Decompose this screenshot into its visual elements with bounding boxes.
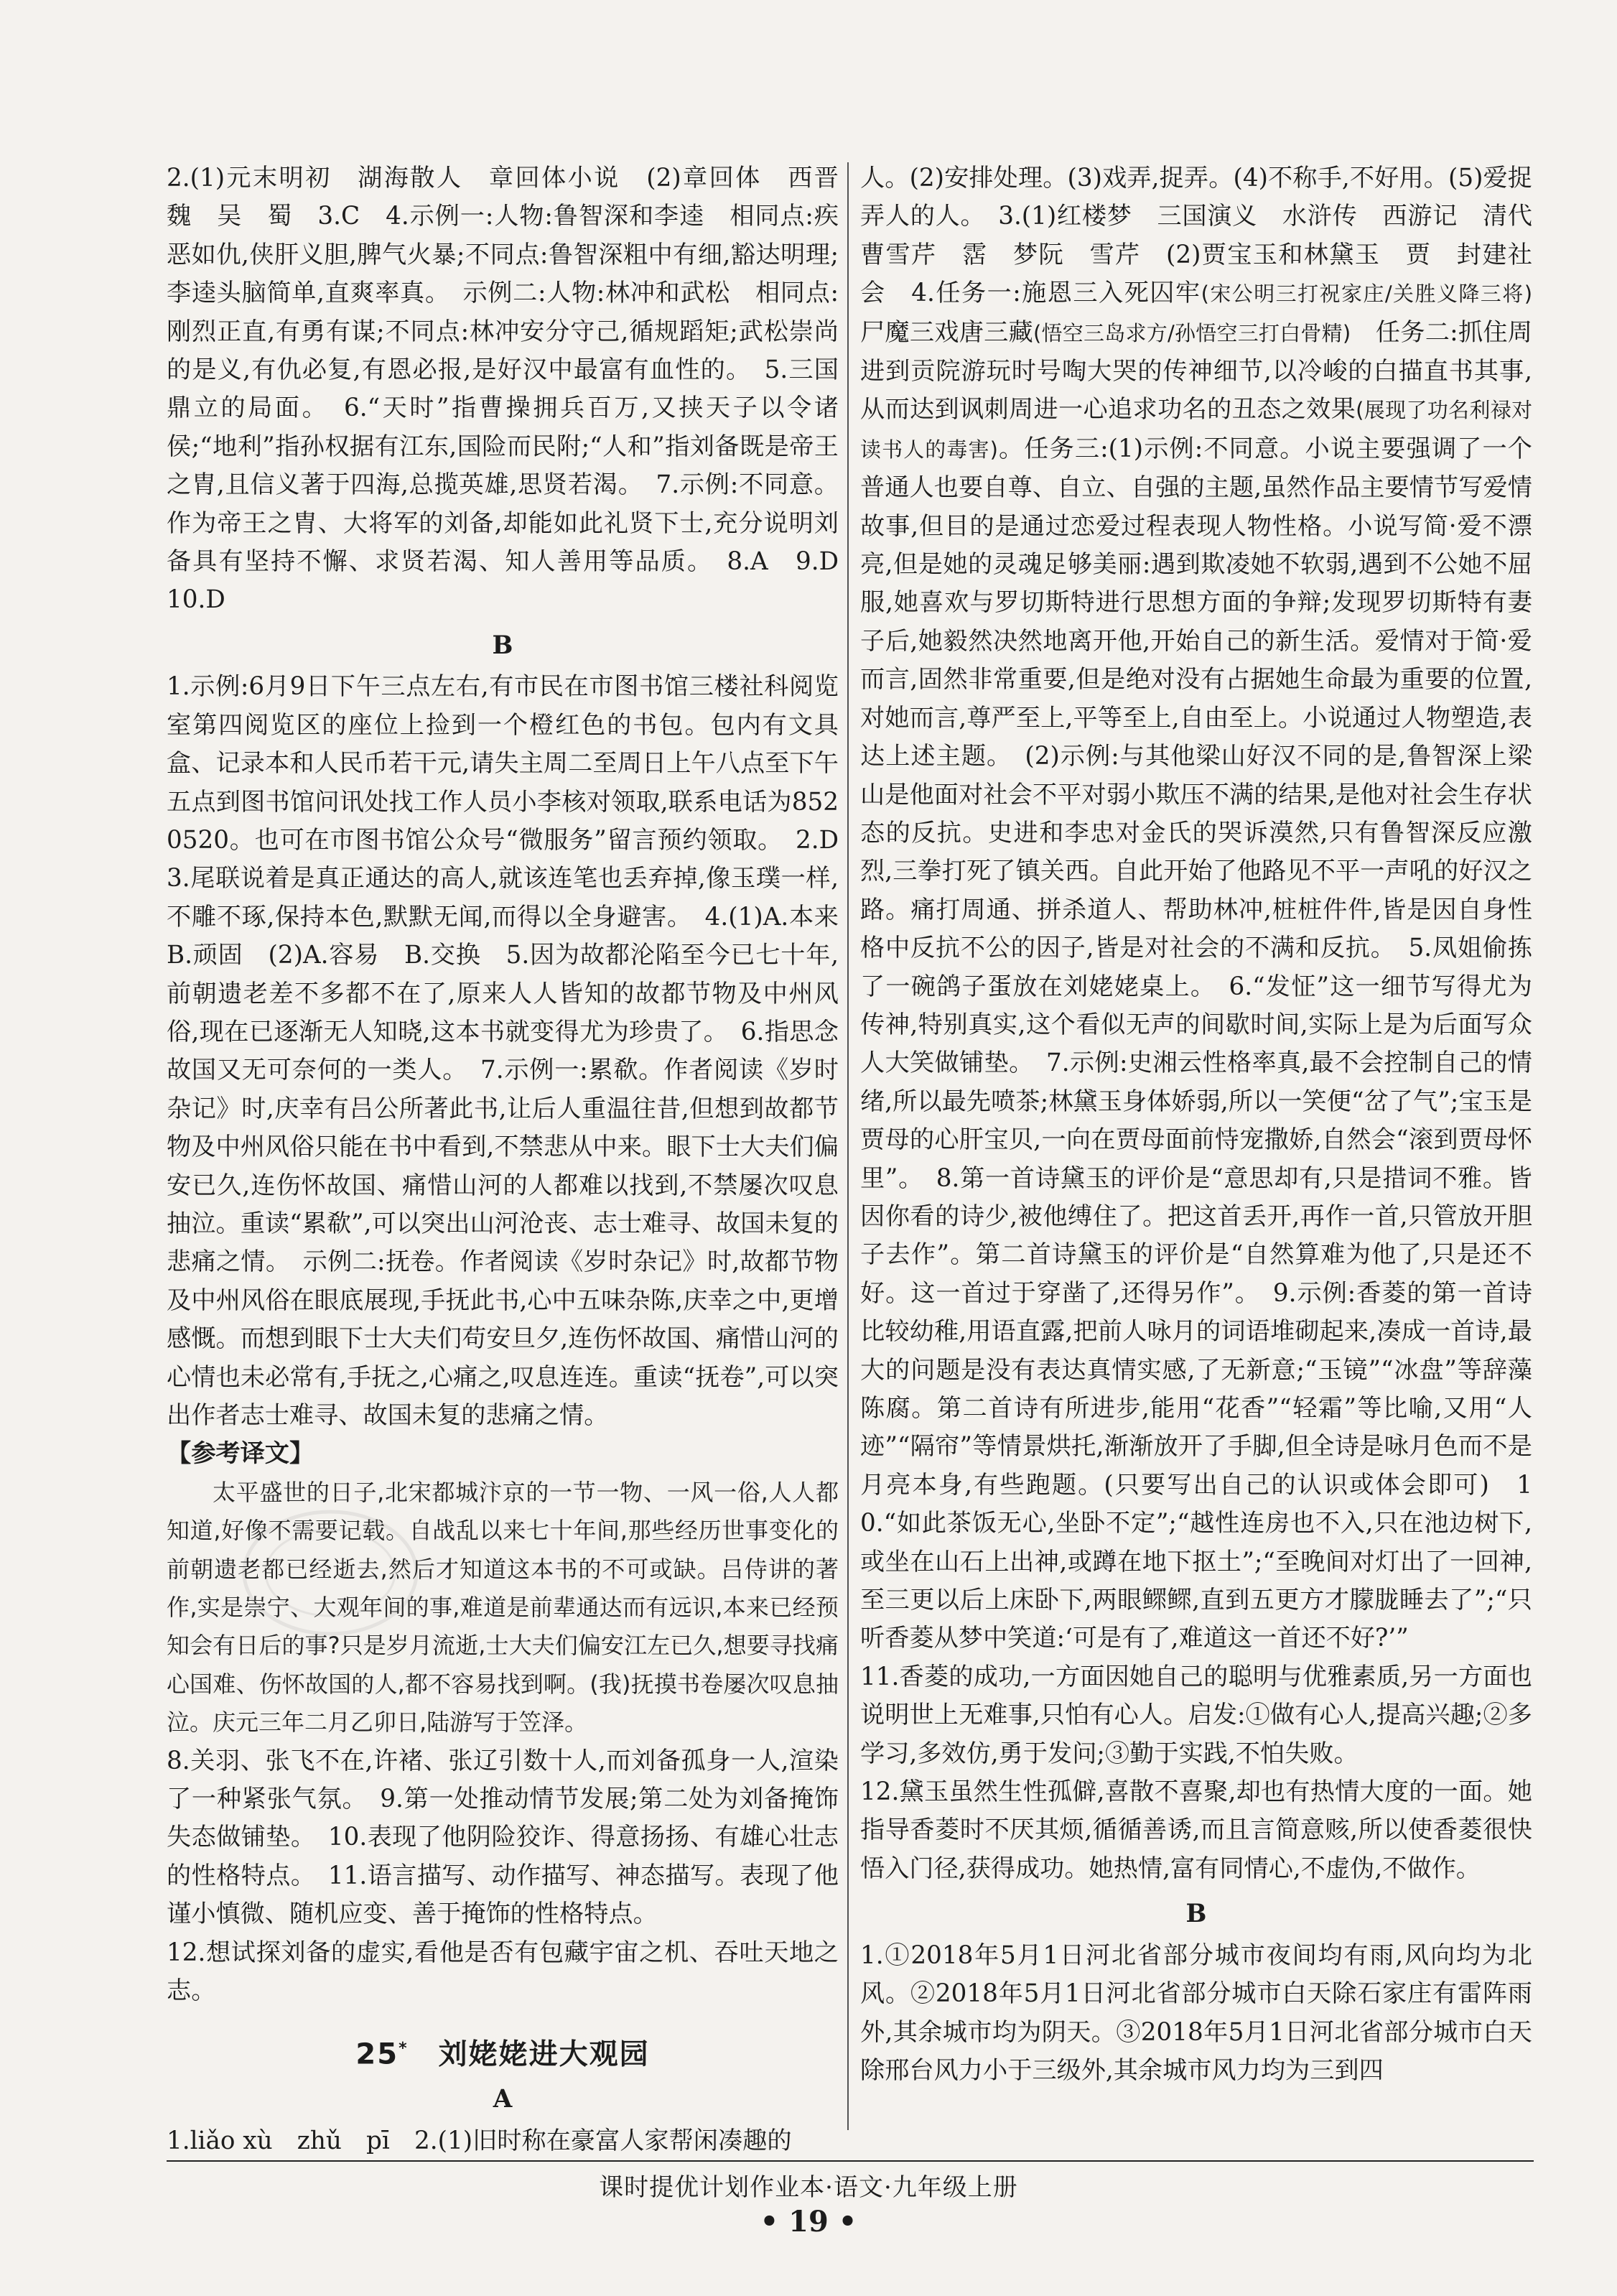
reference-translation: 太平盛世的日子,北宋都城汴京的一节一物、一风一俗,人人都知道,好像不需要记载。自战乱以来七十年间,那些经历世事变化的前朝遗老都已经逝去,然后才知道这本书的不可或缺。吕侍讲的著作,实是崇宁、大观年间的事,难道是前辈通达而有远识,本来已经预知会有日后的事?只是岁月流逝,士大夫们偏安江左已久,想要寻找痛心国难、伤怀故国的人,都不容易找到啊。(我)抚摸书卷屡次叹息抽泣。庆元三年二月乙卯日,陆游写于笠泽。 (167, 1478, 839, 1737)
answer-note: (展现了功名利禄对读书人的毒害) (860, 398, 1532, 462)
answer-block-a: 2.(1)元末明初 湖海散人 章回体小说 (2)章回体 西晋 魏 吴 蜀 3.C 4.示例一:人物:鲁智深和李逵 相同点:疾恶如仇,侠肝义胆,脾气火暴;不同点:鲁智深粗中有细,豁达明理;李逵头脑简单,直爽率真。 示例二:人物:林冲和武松 相同点:刚烈正直,有勇有谋;不同点:林冲安分守己,循规蹈矩;武松崇尚的是义,有仇必复,有恩必报,是好汉中最富有血性的。 5.三国鼎立的局面。 6.“天时”指曹操拥兵百万,又挟天子以令诸侯;“地利”指孙权据有江东,国险而民附;“人和”指刘备既是帝王之胄,且信义著于四海,总揽英雄,思贤若渴。 7.示例:不同意。作为帝王之胄、大将军的刘备,却能如此礼贤下士,充分说明刘备具有坚持不懈、求贤若渴、知人善用等品质。 8.A 9.D 10.D (167, 164, 864, 615)
lesson-number: 25 (355, 2037, 399, 2070)
answer-item-12: 12.想试探刘备的虚实,看他是否有包藏宇宙之机、吞吐天地之志。 (167, 1938, 839, 2006)
lesson-answer-continued (860, 159, 1557, 1658)
reference-translation-heading: 【参考译文】 (167, 1439, 314, 1469)
answer-text: 尸魔三戏唐三藏 (860, 317, 1033, 347)
answer-block-c: 8.关羽、张飞不在,许褚、张辽引数十人,而刘备孤身一人,渲染了一种紧张气氛。 9.第一处推动情节发展;第二处为刘备掩饰失态做铺垫。 10.表现了他阴险狡诈、得意扬扬、有雄心壮志的性格特点。 11.语言描写、动作描写、神态描写。表现了他谨小慎微、随机应变、善于掩饰的性格特点。 (167, 1746, 839, 1929)
lesson-answer-start: 1.liǎo xù zhǔ pī 2.(1)旧时称在豪富人家帮闲凑趣的 (167, 2126, 792, 2155)
left-column (167, 159, 864, 2160)
right-column (860, 159, 1557, 2090)
answer-block-b: 1.示例:6月9日下午三点左右,有市民在市图书馆三楼社科阅览室第四阅览区的座位上捡到一个橙红色的书包。包内有文具盒、记录本和人民币若干元,请失主周二至周日上午八点至下午五点到图书馆问讯处找工作人员小李核对领取,联系电话为8520520。也可在市图书馆公众号“微服务”留言预约领取。 2.D 3.尾联说着是真正通达的高人,就该连笔也丢弃掉,像玉璞一样,不雕不琢,保持本色,默默无闻,而得以全身避害。 4.(1)A.本来 B.顽固 (2)A.容易 B.交换 5.因为故都沦陷至今已七十年,前朝遗老差不多都不在了,原来人人皆知的故都节物及中州风俗,现在已逐渐无人知晓,这本书就变得尤为珍贵了。 6.指思念故国又无可奈何的一类人。 7.示例一:累欷。作者阅读《岁时杂记》时,庆幸有吕公所著此书,让后人重温往昔,但想到故都节物及中州风俗只能在书中看到,不禁悲从中来。眼下士大夫们偏安已久,连伤怀故国、痛惜山河的人都难以找到,不禁屡次叹息抽泣。重读“累欷”,可以突出山河沧丧、志士难寻、故国未复的悲痛之情。 示例二:抚卷。作者阅读《岁时杂记》时,故都节物及中州风俗在眼底展现,手抚此书,心中五味杂陈,庆幸之中,更增感慨。而想到眼下士大夫们苟安旦夕,连伤怀故国、痛惜山河的心情也未必常有,手抚之,心痛之,叹息连连。重读“抚卷”,可以突出作者志士难寻、故国未复的悲痛之情。 (167, 672, 864, 1430)
answer-note: (悟空三岛求方/孙悟空三打白骨精) (1033, 320, 1351, 345)
answer-item-12: 12.黛玉虽然生性孤僻,喜散不喜聚,却也有热情大度的一面。她指导香菱时不厌其烦,循循善诱,而且言简意赅,所以使香菱很快悟入门径,获得成功。她热情,富有同情心,不虚伪,不做作。 (860, 1777, 1532, 1883)
lesson-title (167, 2030, 839, 2074)
footer-rule (167, 2160, 1534, 2162)
answer-note: (宋公明三打祝家庄/关胜义降三将) (1201, 282, 1533, 307)
lesson-star: * (399, 2039, 409, 2058)
column-divider (847, 162, 849, 2130)
section-b-heading: B (492, 631, 513, 660)
answer-text: 任务二:抓住周进到贡院游玩时号啕大哭的传神细节,以冷峻的白描直书其事,从而达到讽刺周进一心追求功名的丑态之效果 (860, 317, 1532, 424)
answer-text: 人。(2)安排处理。(3)戏弄,捉弄。(4)不称手,不好用。(5)爱捉弄人的人。 3.(1)红楼梦 三国演义 水浒传 西游记 清代 曹雪芹 霑 梦阮 雪芹 (2)贾宝玉和林黛玉 贾 封建社会 4.任务一:施恩三入死囚牢 (860, 164, 1557, 308)
page-number: • 19 • (760, 2205, 857, 2239)
answer-text: 。任务三:(1)示例:不同意。小说主要强调了一个普通人也要自尊、自立、自强的主题,虽然作品主要情节写爱情故事,但目的是通过恋爱过程表现人物性格。小说写简·爱不漂亮,但是她的灵魂足够美丽:遇到欺凌她不软弱,遇到不公她不屈服,她喜欢与罗切斯特进行思想方面的争辩;发现罗切斯特有妻子后,她毅然决然地离开他,开始自己的新生活。爱情对于简·爱而言,固然非常重要,但是绝对没有占据她生命最为重要的位置,对她而言,尊严至上,平等至上,自由至上。小说通过人物塑造,表达上述主题。 (2)示例:与其他梁山好汉不同的是,鲁智深上梁山是他面对社会不平对弱小欺压不满的结果,是他对社会生存状态的反抗。史进和李忠对金氏的哭诉漠然,只有鲁智深反应激烈,三拳打死了镇关西。自此开始了他路见不平一声吼的好汉之路。痛打周通、拼杀道人、帮助林冲,桩桩件件,皆是因自身性格中反抗不公的因子,皆是对社会的不满和反抗。 5.凤姐偷拣了一碗鸽子蛋放在刘姥姥桌上。 6.“发怔”这一细节写得尤为传神,特别真实,这个看似无声的间歇时间,实际上是为后面写众人大笑做铺垫。 7.示例:史湘云性格率真,最不会控制自己的情绪,所以最先喷茶;林黛玉身体娇弱,所以一笑便“岔了气”;宝玉是贾母的心肝宝贝,一向在贾母面前恃宠撒娇,自然会“滚到贾母怀里”。 8.第一首诗黛玉的评价是“意思却有,只是措词不雅。皆因你看的诗少,被他缚住了。把这首丢开,再作一首,只管放开胆子去作”。第二首诗黛玉的评价是“自然算难为他了,只是还不好。这一首过于穿凿了,还得另作”。 9.示例:香菱的第一首诗比较幼稚,用语直露,把前人咏月的词语堆砌起来,凑成一首诗,最大的问题是没有表达真情实感,了无新意;“玉镜”“冰盘”等辞藻陈腐。第二首诗有所进步,能用“花香”“轻霜”等比喻,又用“人迹”“隔帘”等情景烘托,渐渐放开了手脚,但全诗是咏月色而不是月亮本身,有些跑题。(只要写出自己的认识或体会即可) 10.“如此茶饭无心,坐卧不定”;“越性连房也不入,只在池边树下,或坐在山石上出神,或蹲在地下抠土”;“至晚间对灯出了一回神,至三更以后上床卧下,两眼鳏鳏,直到五更方才朦胧睡去了”;“只听香菱从梦中笑道:‘可是有了,难道这一首还不好?’” (860, 434, 1532, 1653)
section-b-heading: B (1185, 1900, 1207, 1929)
answer-item-11: 11.香菱的成功,一方面因她自己的聪明与优雅素质,另一方面也说明世上无难事,只怕有心人。启发:①做有心人,提高兴趣;②多学习,多效仿,勇于发问;③勤于实践,不怕失败。 (860, 1662, 1532, 1768)
answer-block-weather: 1.①2018年5月1日河北省部分城市夜间均有雨,风向均为北风。②2018年5月1日河北省部分城市白天除石家庄有雷阵雨外,其余城市均为阴天。③2018年5月1日河北省部分城市白天除邢台风力小于三级外,其余城市风力均为三到四 (860, 1941, 1532, 2085)
footer-title: 课时提优计划作业本·语文·九年级上册 (599, 2173, 1018, 2202)
section-a-heading: A (493, 2085, 513, 2114)
lesson-name: 刘姥姥进大观园 (438, 2037, 650, 2070)
